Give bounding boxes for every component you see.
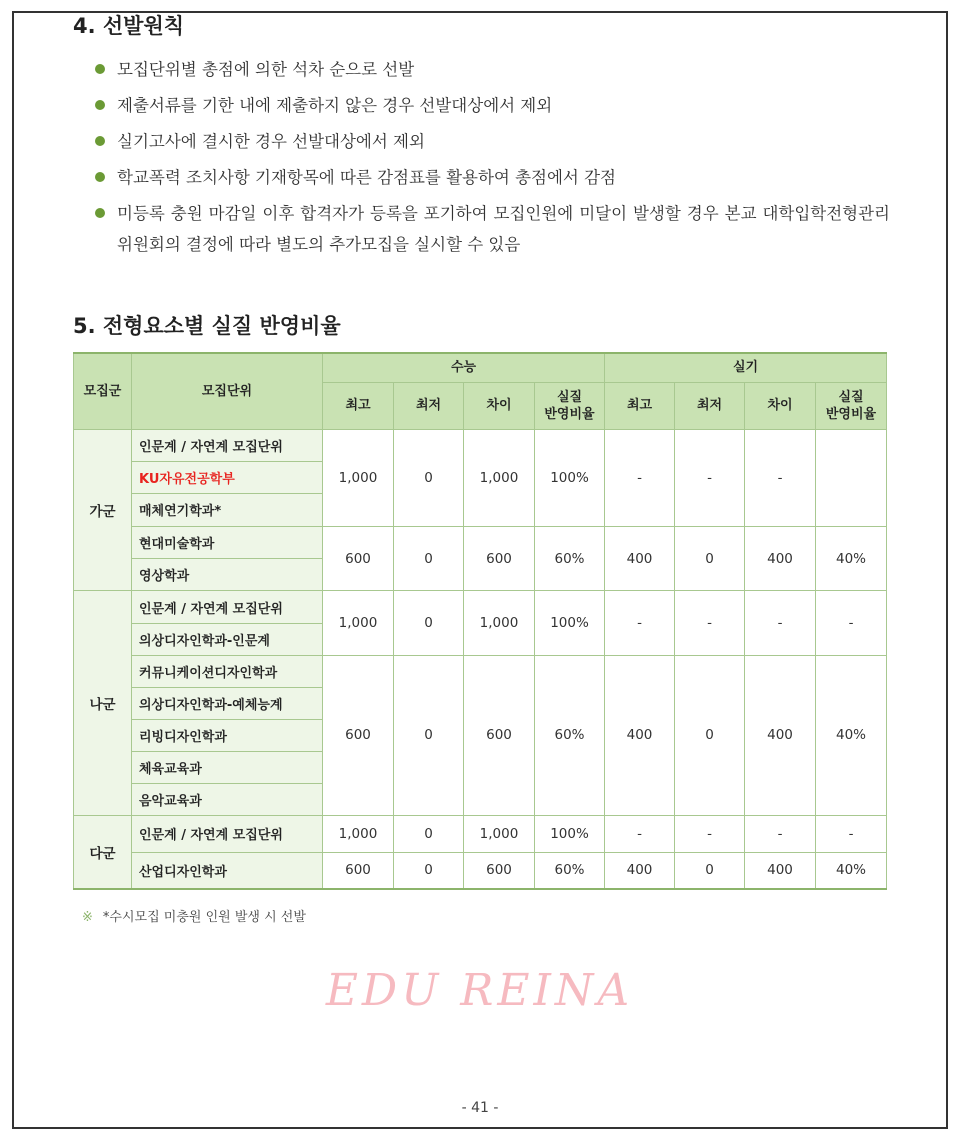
suneung-value-cell: 600	[464, 655, 535, 815]
silgi-value-cell: 400	[605, 526, 675, 591]
unit-cell: 리빙디자인학과	[132, 719, 323, 751]
header-silgi: 실기	[605, 353, 887, 382]
silgi-value-cell: 400	[745, 526, 816, 591]
table-row	[74, 655, 887, 687]
bullet-item: 제출서류를 기한 내에 제출하지 않은 경우 선발대상에서 제외	[95, 90, 890, 121]
suneung-value-cell: 0	[394, 591, 464, 655]
ratio-table	[73, 352, 887, 890]
suneung-value-cell: 1,000	[464, 816, 535, 853]
header-max: 최고	[605, 382, 675, 429]
section-5	[73, 312, 886, 1016]
suneung-value-cell: 60%	[535, 655, 605, 815]
silgi-value-cell: -	[816, 816, 887, 853]
unit-cell: 의상디자인학과-인문계	[132, 623, 323, 655]
silgi-value-cell: 0	[675, 852, 745, 889]
watermark: EDU REINA	[325, 964, 634, 1016]
header-group: 모집군	[74, 353, 132, 429]
bullet-icon	[95, 208, 105, 218]
page-number: - 41 -	[461, 1100, 499, 1116]
silgi-value-cell: 400	[605, 852, 675, 889]
silgi-value-cell: -	[605, 429, 675, 526]
table-row	[74, 816, 887, 853]
silgi-value-cell	[816, 429, 887, 526]
suneung-value-cell: 60%	[535, 852, 605, 889]
unit-cell: 인문계 / 자연계 모집단위	[132, 816, 323, 853]
suneung-value-cell: 600	[323, 526, 394, 591]
suneung-value-cell: 100%	[535, 429, 605, 526]
suneung-value-cell: 0	[394, 852, 464, 889]
bullet-icon	[95, 64, 105, 74]
header-ratio: 실질 반영비율	[816, 382, 887, 429]
suneung-value-cell: 0	[394, 816, 464, 853]
suneung-value-cell: 100%	[535, 816, 605, 853]
table-row	[74, 591, 887, 623]
header-suneung: 수능	[323, 353, 605, 382]
silgi-value-cell: -	[745, 429, 816, 526]
header-unit: 모집단위	[132, 353, 323, 429]
header-min: 최저	[394, 382, 464, 429]
table-row	[74, 526, 887, 558]
bullet-icon	[95, 100, 105, 110]
suneung-value-cell: 1,000	[323, 429, 394, 526]
header-diff: 차이	[745, 382, 816, 429]
unit-cell: 의상디자인학과-예체능계	[132, 687, 323, 719]
table-row	[74, 852, 887, 889]
suneung-value-cell: 60%	[535, 526, 605, 591]
header-diff: 차이	[464, 382, 535, 429]
unit-cell: 인문계 / 자연계 모집단위	[132, 429, 323, 461]
unit-cell: 인문계 / 자연계 모집단위	[132, 591, 323, 623]
section-4	[73, 12, 890, 265]
section-5-title: 5. 전형요소별 실질 반영비율	[73, 314, 341, 338]
unit-cell: 매체연기학과*	[132, 494, 323, 526]
silgi-value-cell: -	[675, 429, 745, 526]
bullet-item: 모집단위별 총점에 의한 석차 순으로 선발	[95, 54, 890, 85]
unit-cell: 산업디자인학과	[132, 852, 323, 889]
bullet-icon	[95, 136, 105, 146]
unit-cell: 영상학과	[132, 559, 323, 591]
silgi-value-cell: 400	[745, 655, 816, 815]
unit-cell: 현대미술학과	[132, 526, 323, 558]
silgi-value-cell: -	[745, 591, 816, 655]
header-max: 최고	[323, 382, 394, 429]
silgi-value-cell: -	[675, 816, 745, 853]
group-cell: 다군	[74, 816, 132, 889]
silgi-value-cell: 400	[605, 655, 675, 815]
silgi-value-cell: 40%	[816, 852, 887, 889]
silgi-value-cell: -	[605, 591, 675, 655]
silgi-value-cell: -	[605, 816, 675, 853]
silgi-value-cell: -	[816, 591, 887, 655]
table-row	[74, 429, 887, 461]
section-4-title: 4. 선발원칙	[73, 14, 185, 38]
suneung-value-cell: 600	[323, 852, 394, 889]
unit-cell: 체육교육과	[132, 751, 323, 783]
silgi-value-cell: -	[675, 591, 745, 655]
suneung-value-cell: 600	[464, 526, 535, 591]
group-cell: 가군	[74, 429, 132, 591]
bullet-item: 미등록 충원 마감일 이후 합격자가 등록을 포기하여 모집인원에 미달이 발생할 경우 본교 대학입학전형관리위원회의 결정에 따라 별도의 추가모집을 실시할 수 있음	[95, 198, 890, 260]
header-ratio: 실질 반영비율	[535, 382, 605, 429]
suneung-value-cell: 600	[323, 655, 394, 815]
bullet-icon	[95, 172, 105, 182]
header-min: 최저	[675, 382, 745, 429]
suneung-value-cell: 600	[464, 852, 535, 889]
unit-cell: KU자유전공학부	[132, 461, 323, 493]
silgi-value-cell: 40%	[816, 526, 887, 591]
silgi-value-cell: 40%	[816, 655, 887, 815]
suneung-value-cell: 0	[394, 429, 464, 526]
suneung-value-cell: 1,000	[464, 429, 535, 526]
suneung-value-cell: 1,000	[464, 591, 535, 655]
silgi-value-cell: 400	[745, 852, 816, 889]
bullet-item: 학교폭력 조치사항 기재항목에 따른 감점표를 활용하여 총점에서 감점	[95, 162, 890, 193]
suneung-value-cell: 100%	[535, 591, 605, 655]
bullet-item: 실기고사에 결시한 경우 선발대상에서 제외	[95, 126, 890, 157]
suneung-value-cell: 1,000	[323, 816, 394, 853]
unit-cell: 음악교육과	[132, 784, 323, 816]
suneung-value-cell: 0	[394, 526, 464, 591]
suneung-value-cell: 1,000	[323, 591, 394, 655]
silgi-value-cell: -	[745, 816, 816, 853]
unit-cell: 커뮤니케이션디자인학과	[132, 655, 323, 687]
bullet-list	[73, 54, 890, 260]
suneung-value-cell: 0	[394, 655, 464, 815]
footnote: ※ *수시모집 미충원 인원 발생 시 선발	[82, 909, 306, 925]
silgi-value-cell: 0	[675, 526, 745, 591]
group-cell: 나군	[74, 591, 132, 816]
silgi-value-cell: 0	[675, 655, 745, 815]
